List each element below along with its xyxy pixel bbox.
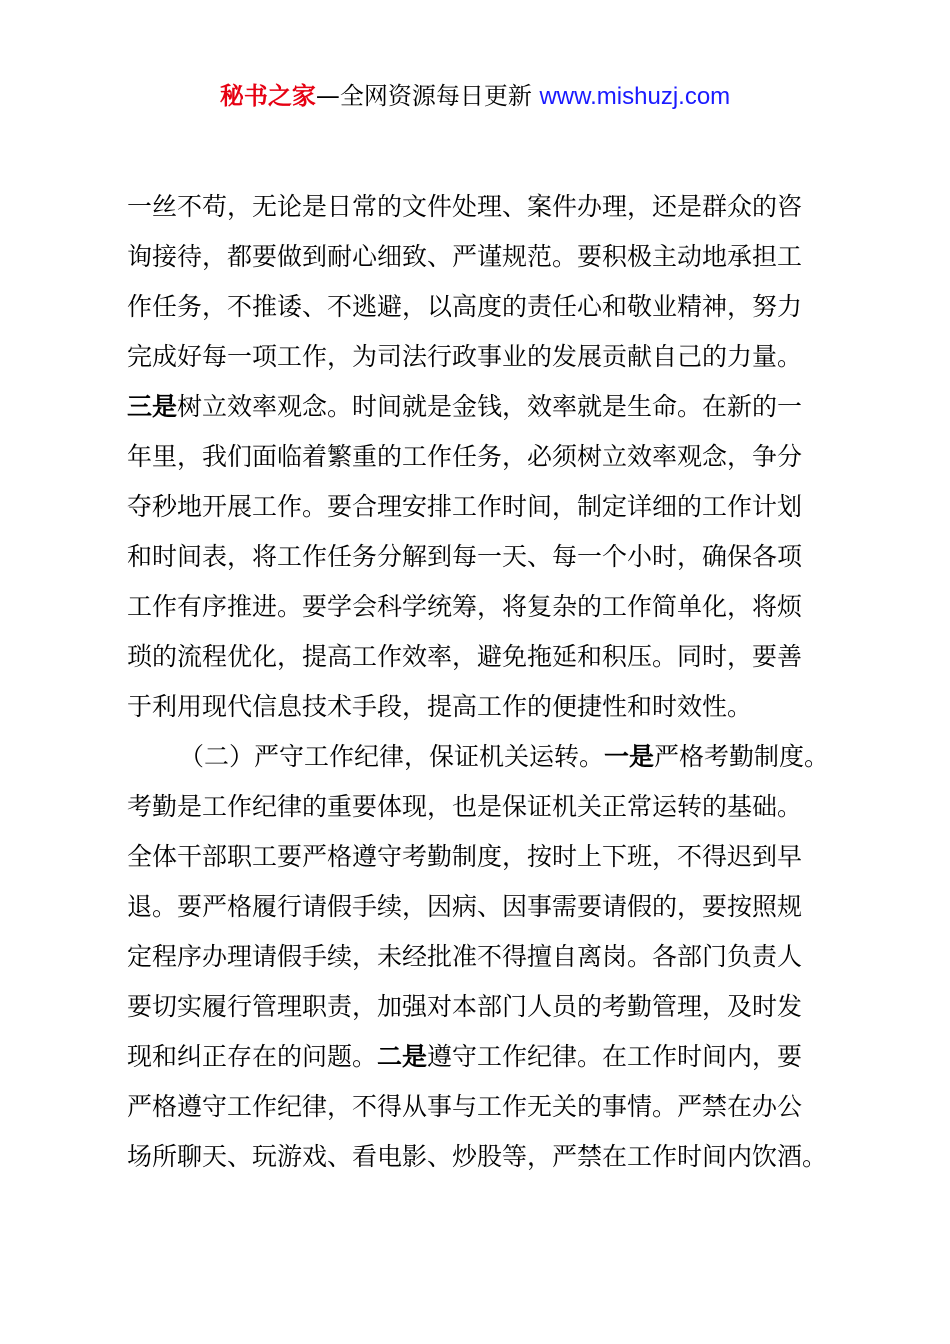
site-header xyxy=(0,80,950,113)
text-line: 场所聊天、玩游戏、看电影、炒股等，严禁在工作时间内饮酒。 xyxy=(127,1142,828,1171)
header-tagline: —全网资源每日更新 xyxy=(315,82,532,110)
text-line: 定程序办理请假手续，未经批准不得擅自离岗。各部门负责人 xyxy=(127,942,803,971)
text-line: 夺秒地开展工作。要合理安排工作时间，制定详细的工作计划 xyxy=(127,492,803,521)
text-line: 要切实履行管理职责，加强对本部门人员的考勤管理，及时发 xyxy=(127,992,803,1021)
text-line: 琐的流程优化，提高工作效率，避免拖延和积压。同时，要善 xyxy=(127,642,803,671)
brand-name: 秘书之家 xyxy=(219,82,316,110)
text-line: 考勤是工作纪律的重要体现，也是保证机关正常运转的基础。 xyxy=(127,792,803,821)
site-url-link[interactable]: www.mishuzj.com xyxy=(539,83,731,110)
text-line: 年里，我们面临着繁重的工作任务，必须树立效率观念，争分 xyxy=(127,442,803,471)
text-line: 全体干部职工要严格遵守考勤制度，按时上下班，不得迟到早 xyxy=(127,842,803,871)
text-line: 严格遵守工作纪律，不得从事与工作无关的事情。严禁在办公 xyxy=(127,1092,803,1121)
text-line: 于利用现代信息技术手段，提高工作的便捷性和时效性。 xyxy=(127,692,753,721)
point-label: 三是 xyxy=(127,392,178,421)
text-line: 三是树立效率观念。时间就是金钱，效率就是生命。在新的一 xyxy=(127,392,803,421)
point-label: 二是 xyxy=(377,1042,428,1071)
section-heading-line: （二）严守工作纪律，保证机关运转。一是严格考勤制度。 xyxy=(179,742,830,771)
document-body xyxy=(127,182,847,1182)
text-line: 退。要严格履行请假手续，因病、因事需要请假的，要按照规 xyxy=(127,892,803,921)
text-line: 作任务，不推诿、不逃避，以高度的责任心和敬业精神，努力 xyxy=(127,292,803,321)
text-line: 完成好每一项工作，为司法行政事业的发展贡献自己的力量。 xyxy=(127,342,803,371)
text-line: 询接待，都要做到耐心细致、严谨规范。要积极主动地承担工 xyxy=(127,242,803,271)
text-line: 工作有序推进。要学会科学统筹，将复杂的工作简单化，将烦 xyxy=(127,592,803,621)
text-line: 和时间表，将工作任务分解到每一天、每一个小时，确保各项 xyxy=(127,542,803,571)
point-label: 一是 xyxy=(604,742,655,771)
text-line: 一丝不苟，无论是日常的文件处理、案件办理，还是群众的咨 xyxy=(127,192,803,221)
text-line: 现和纠正存在的问题。二是遵守工作纪律。在工作时间内，要 xyxy=(127,1042,803,1071)
